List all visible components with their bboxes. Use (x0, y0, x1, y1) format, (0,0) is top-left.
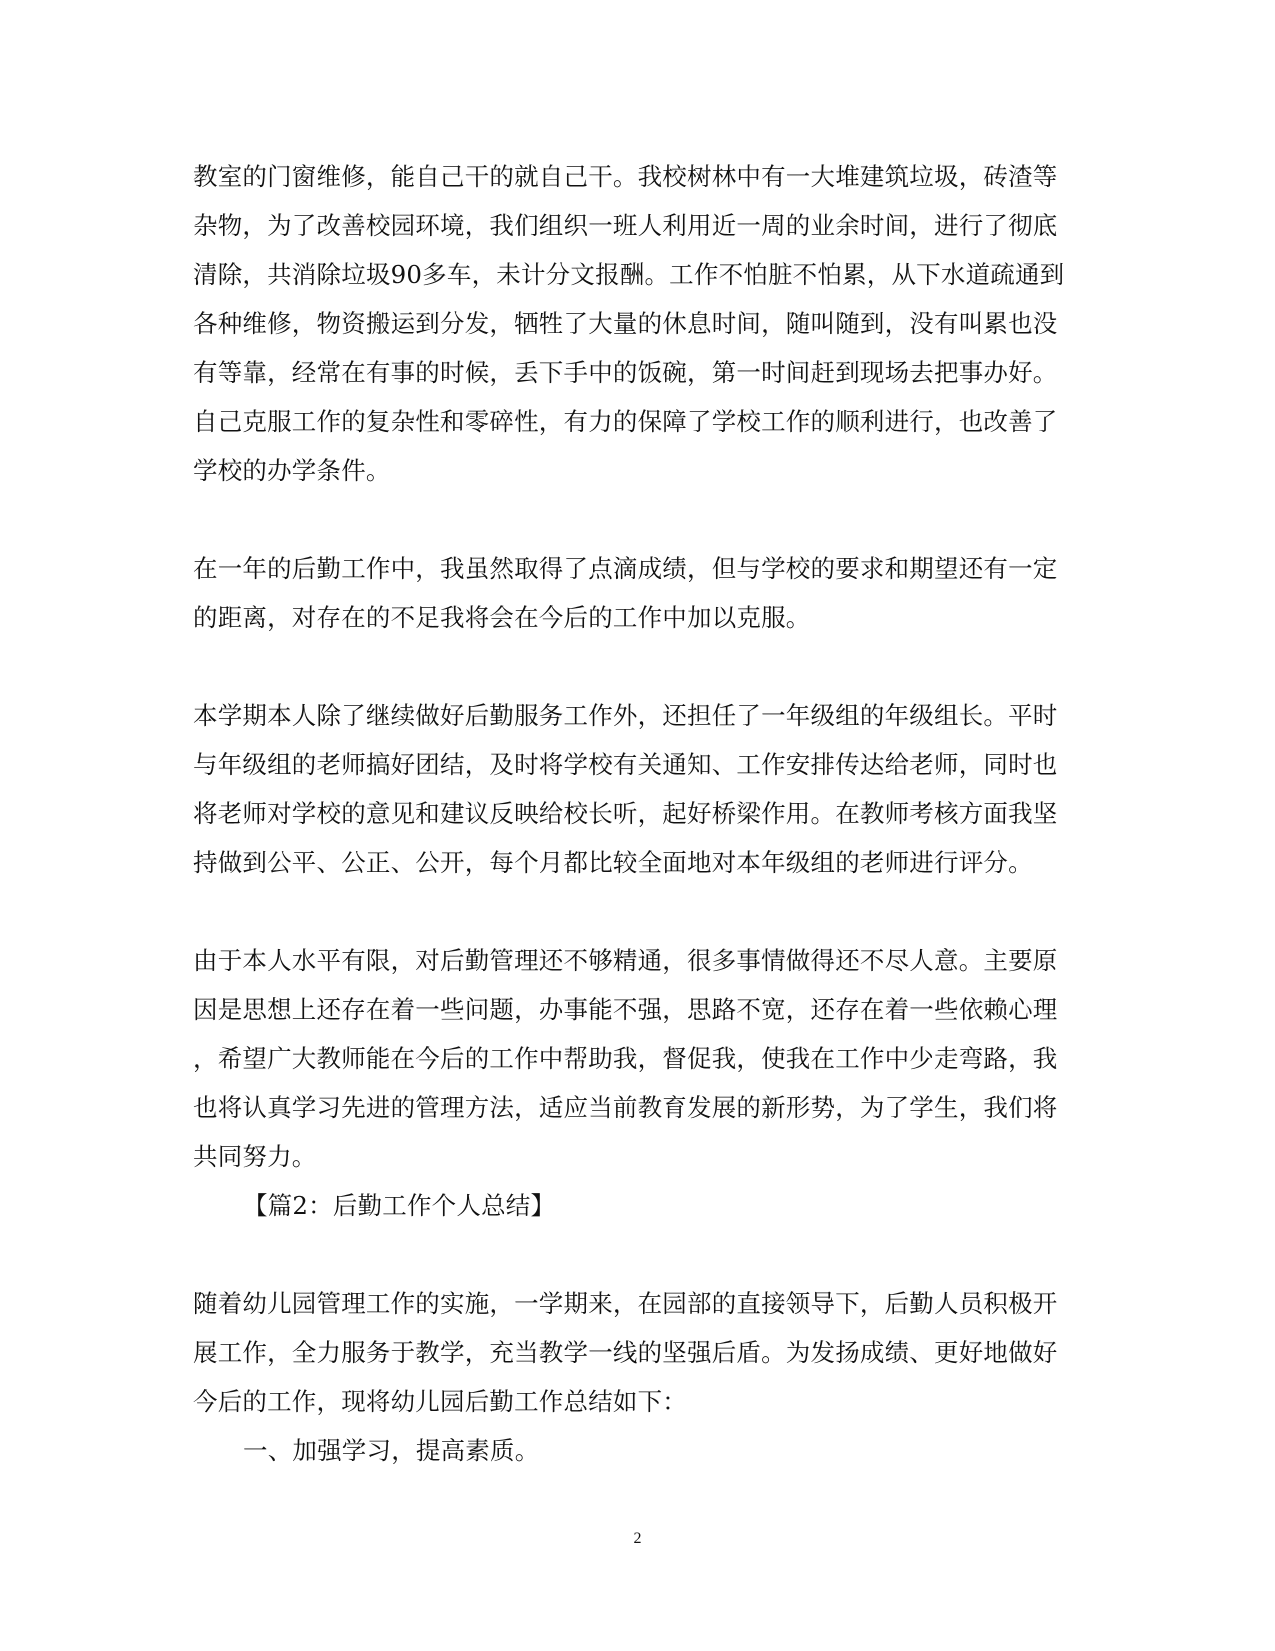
body-paragraph (193, 152, 1073, 495)
text-line: 本学期本人除了继续做好后勤服务工作外，还担任了一年级组的年级组长。平时 (193, 701, 1058, 730)
text-line: 教室的门窗维修，能自己干的就自己干。我校树林中有一大堆建筑垃圾，砖渣等 (193, 162, 1058, 191)
text-line: 今后的工作，现将幼儿园后勤工作总结如下： (193, 1387, 687, 1416)
text-line: 与年级组的老师搞好团结，及时将学校有关通知、工作安排传达给老师，同时也 (193, 750, 1058, 779)
text-line: 杂物，为了改善校园环境，我们组织一班人利用近一周的业余时间，进行了彻底 (193, 211, 1058, 240)
text-line: 的距离，对存在的不足我将会在今后的工作中加以克服。 (193, 603, 811, 632)
section-heading-text: 【篇2：后勤工作个人总结】 (243, 1191, 556, 1220)
text-line: 将老师对学校的意见和建议反映给校长听，起好桥梁作用。在教师考核方面我坚 (193, 799, 1058, 828)
paragraph-spacer (193, 887, 1073, 936)
text-line: 在一年的后勤工作中，我虽然取得了点滴成绩，但与学校的要求和期望还有一定 (193, 554, 1058, 583)
paragraph-spacer (193, 495, 1073, 544)
paragraph-spacer (193, 642, 1073, 691)
text-line: 清除，共消除垃圾90多车，未计分文报酬。工作不怕脏不怕累，从下水道疏通到 (193, 260, 1065, 289)
page-number: 2 (633, 1530, 642, 1547)
body-paragraph (193, 936, 1073, 1181)
text-line: 自己克服工作的复杂性和零碎性，有力的保障了学校工作的顺利进行，也改善了 (193, 407, 1058, 436)
paragraph-spacer (193, 1230, 1073, 1279)
text-line: 因是思想上还存在着一些问题，办事能不强，思路不宽，还存在着一些依赖心理 (193, 995, 1058, 1024)
text-line: 持做到公平、公正、公开，每个月都比较全面地对本年级组的老师进行评分。 (193, 848, 1033, 877)
text-line: 展工作，全力服务于教学，充当教学一线的坚强后盾。为发扬成绩、更好地做好 (193, 1338, 1058, 1367)
text-line: 各种维修，物资搬运到分发，牺牲了大量的休息时间，随叫随到，没有叫累也没 (193, 309, 1058, 338)
subheading-text: 一、加强学习，提高素质。 (243, 1436, 540, 1465)
text-line: 学校的办学条件。 (193, 456, 391, 485)
text-line: ，希望广大教师能在今后的工作中帮助我，督促我，使我在工作中少走弯路，我 (193, 1044, 1058, 1073)
text-line: 有等靠，经常在有事的时候，丢下手中的饭碗，第一时间赶到现场去把事办好。 (193, 358, 1058, 387)
intro-paragraph (193, 1279, 1073, 1426)
text-line: 也将认真学习先进的管理方法，适应当前教育发展的新形势，为了学生，我们将 (193, 1093, 1058, 1122)
subheading (193, 1426, 1073, 1475)
body-paragraph (193, 691, 1073, 887)
document-body (193, 152, 1073, 1475)
text-line: 随着幼儿园管理工作的实施，一学期来，在园部的直接领导下，后勤人员积极开 (193, 1289, 1058, 1318)
body-paragraph (193, 544, 1073, 642)
text-line: 由于本人水平有限，对后勤管理还不够精通，很多事情做得还不尽人意。主要原 (193, 946, 1058, 975)
text-line: 共同努力。 (193, 1142, 317, 1171)
section-heading (193, 1181, 1073, 1230)
